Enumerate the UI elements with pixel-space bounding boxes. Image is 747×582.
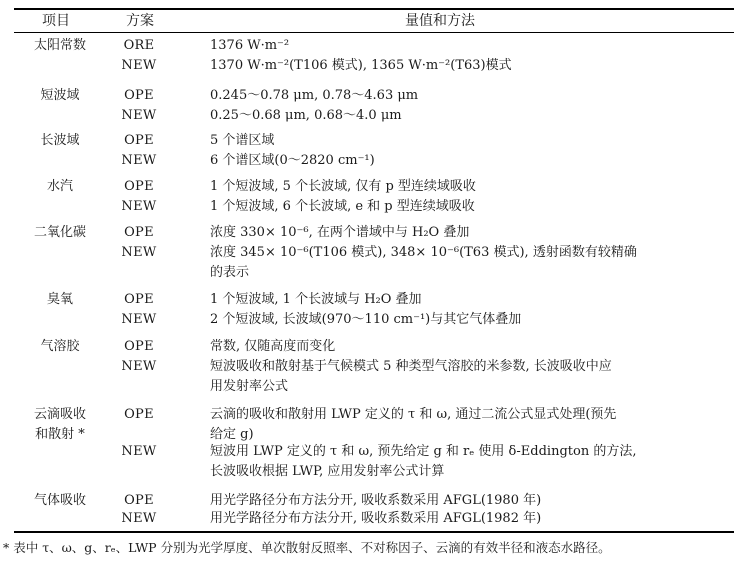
row-value: 短波用 LWP 定义的 τ 和 ω, 预先给定 g 和 rₑ 使用 δ-Eddington 的方法,: [210, 444, 637, 459]
row-value: 云滴的吸收和散射用 LWP 定义的 τ 和 ω, 通过二流公式显式处理(预先: [210, 407, 617, 422]
row-item-cloud-line-2: 和散射 *: [35, 427, 85, 442]
row-value: 浓度 330× 10⁻⁶, 在两个谱域中与 H₂O 叠加: [210, 225, 470, 240]
row-value: 常数, 仅随高度而变化: [210, 339, 336, 354]
row-scheme: OPE: [124, 493, 154, 508]
row-value: 用光学路径分布方法分开, 吸收系数采用 AFGL(1982 年): [210, 511, 542, 526]
header-item: 项目: [42, 13, 70, 29]
row-item-shortwave: 短波域: [40, 88, 80, 103]
row-scheme: OPE: [124, 339, 154, 354]
row-item-longwave: 长波域: [40, 133, 80, 148]
row-scheme: OPE: [124, 179, 154, 194]
top-rule: [14, 8, 734, 10]
row-item-solar-constant: 太阳常数: [33, 38, 86, 53]
header-value: 量值和方法: [405, 13, 475, 29]
row-value: 短波吸收和散射基于气候模式 5 种类型气溶胶的米参数, 长波吸收中应: [210, 359, 612, 374]
row-value: 的表示: [210, 265, 250, 280]
row-scheme: OPE: [124, 225, 154, 240]
row-scheme: NEW: [121, 511, 157, 526]
row-value: 1376 W·m⁻²: [210, 38, 290, 53]
row-value: 长波吸收根据 LWP, 应用发射率公式计算: [210, 464, 445, 479]
header-rule: [14, 32, 734, 33]
row-item-aerosol: 气溶胶: [40, 339, 80, 354]
row-value: 1 个短波域, 6 个长波域, e 和 p 型连续域吸收: [210, 199, 475, 214]
row-scheme: OPE: [124, 407, 154, 422]
row-scheme: NEW: [121, 108, 157, 123]
row-value: 1 个短波域, 1 个长波域与 H₂O 叠加: [210, 292, 422, 307]
row-value: 浓度 345× 10⁻⁶(T106 模式), 348× 10⁻⁶(T63 模式), 透射函数有较精确: [210, 245, 637, 260]
row-scheme: NEW: [121, 199, 157, 214]
row-scheme: OPE: [124, 88, 154, 103]
row-scheme: OPE: [124, 133, 154, 148]
row-scheme: NEW: [121, 444, 157, 459]
row-scheme: NEW: [121, 58, 157, 73]
table-footnote: * 表中 τ、ω、g、rₑ、LWP 分别为光学厚度、单次散射反照率、不对称因子、云滴的有效半径和液态水路径。: [3, 540, 611, 555]
row-item-water-vapor: 水汽: [46, 179, 73, 194]
row-value: 2 个短波域, 长波域(970～110 cm⁻¹)与其它气体叠加: [210, 312, 522, 327]
row-scheme: OPE: [124, 292, 154, 307]
row-value: 1 个短波域, 5 个长波域, 仅有 p 型连续域吸收: [210, 179, 476, 194]
row-scheme: NEW: [121, 245, 157, 260]
row-item-co2: 二氧化碳: [33, 225, 86, 240]
row-value: 5 个谱区域: [210, 133, 275, 148]
row-scheme: NEW: [121, 359, 157, 374]
row-value: 给定 g): [210, 427, 254, 442]
row-scheme: NEW: [121, 312, 157, 327]
header-scheme: 方案: [126, 13, 154, 29]
row-value: 0.245～0.78 μm, 0.78～4.63 μm: [210, 88, 419, 103]
row-value: 1370 W·m⁻²(T106 模式), 1365 W·m⁻²(T63)模式: [210, 58, 512, 73]
row-value: 用光学路径分布方法分开, 吸收系数采用 AFGL(1980 年): [210, 493, 542, 508]
bottom-rule: [14, 531, 734, 533]
row-value: 0.25～0.68 μm, 0.68～4.0 μm: [210, 108, 402, 123]
row-item-ozone: 臭氧: [46, 292, 73, 307]
row-item-cloud-line-1: 云滴吸收: [33, 407, 86, 422]
row-value: 用发射率公式: [210, 379, 289, 394]
row-scheme: NEW: [121, 153, 157, 168]
row-value: 6 个谱区域(0～2820 cm⁻¹): [210, 153, 375, 168]
row-scheme: ORE: [123, 38, 155, 53]
row-item-gas-absorption: 气体吸收: [33, 493, 86, 508]
